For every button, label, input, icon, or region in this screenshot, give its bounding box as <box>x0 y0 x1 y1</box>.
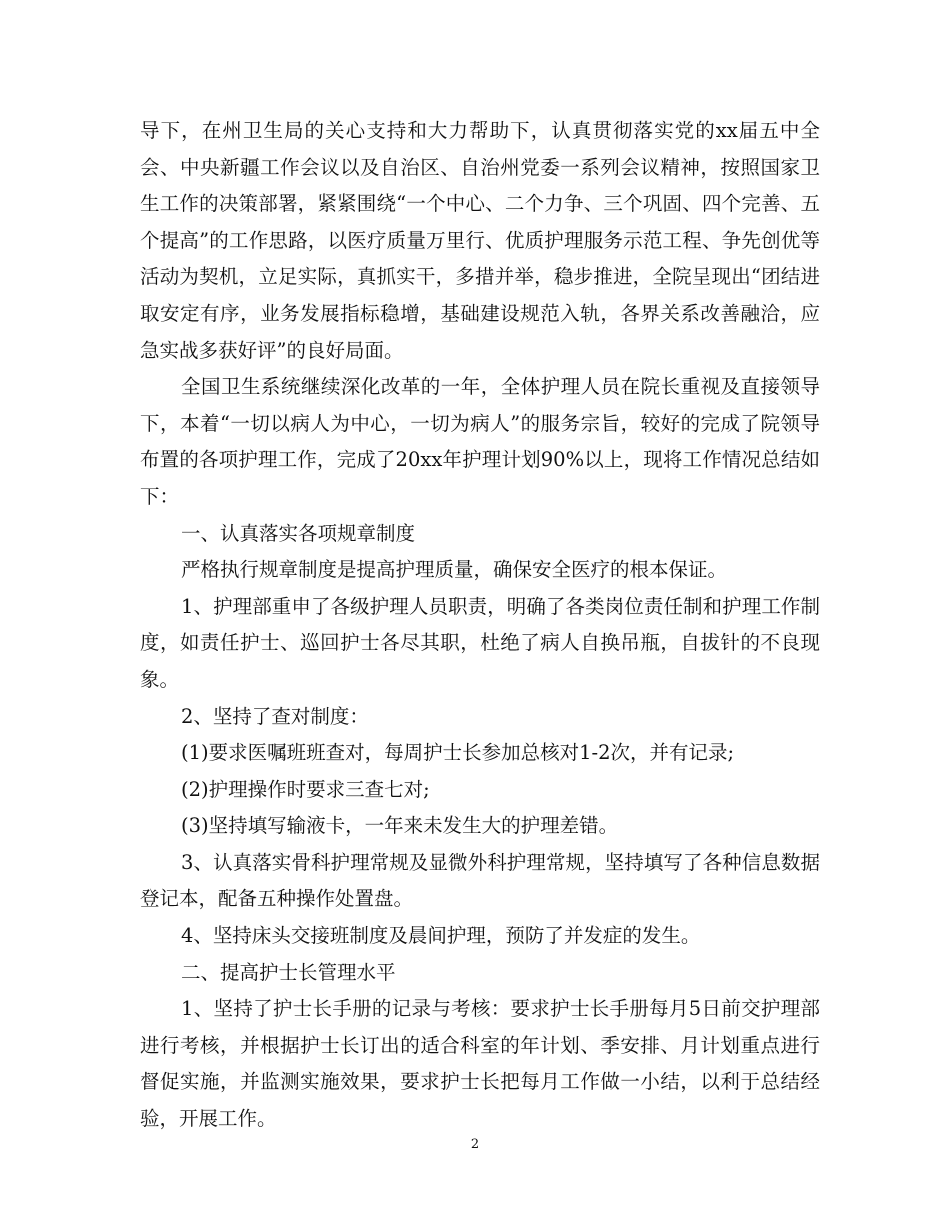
page-number: 2 <box>470 1137 480 1152</box>
list-item: 1、护理部重申了各级护理人员职责，明确了各类岗位责任制和护理工作制度，如责任护士、巡回护士各尽其职，杜绝了病人自换吊瓶，自拔针的不良现象。 <box>140 594 820 691</box>
list-item: 3、认真落实骨科护理常规及显微外科护理常规，坚持填写了各种信息数据登记本，配备五种操作处置盘。 <box>140 850 820 911</box>
paragraph: 导下，在州卫生局的关心支持和大力帮助下，认真贯彻落实党的xx届五中全会、中央新疆工作会议以及自治区、自治州党委一系列会议精神，按照国家卫生工作的决策部署，紧紧围绕“一个中心、二个力争、三个巩固、四个完善、五个提高”的工作思路，以医疗质量万里行、优质护理服务示范工程、争先创优等活动为契机，立足实际，真抓实干，多措并举，稳步推进，全院呈现出“团结进取安定有序，业务发展指标稳增，基础建设规范入轨，各界关系改善融洽，应急实战多获好评”的良好局面。 <box>140 119 820 362</box>
sub-list-item: (1)要求医嘱班班查对，每周护士长参加总核对1-2次，并有记录; <box>181 741 735 765</box>
sub-list-item: (2)护理操作时要求三查七对; <box>181 777 430 801</box>
body-text <box>140 113 820 1138</box>
section-heading: 二、提高护士长管理水平 <box>181 960 396 984</box>
list-item: 2、坚持了查对制度： <box>181 704 369 728</box>
list-item: 4、坚持床头交接班制度及晨间护理，预防了并发症的发生。 <box>181 924 701 948</box>
list-item: 1、坚持了护士长手册的记录与考核：要求护士长手册每月5日前交护理部进行考核，并根据护士长订出的适合科室的年计划、季安排、月计划重点进行督促实施，并监测实施效果，要求护士长把每月工作做一小结，以利于总结经验，开展工作。 <box>140 997 820 1131</box>
section-heading: 一、认真落实各项规章制度 <box>181 521 416 545</box>
paragraph: 全国卫生系统继续深化改革的一年，全体护理人员在院长重视及直接领导下，本着“一切以病人为中心，一切为病人”的服务宗旨，较好的完成了院领导布置的各项护理工作，完成了20xx年护理计划90%以上，现将工作情况总结如下： <box>140 375 820 508</box>
sub-list-item: (3)坚持填写输液卡，一年来未发生大的护理差错。 <box>181 814 619 838</box>
paragraph: 严格执行规章制度是提高护理质量，确保安全医疗的根本保证。 <box>181 558 728 582</box>
